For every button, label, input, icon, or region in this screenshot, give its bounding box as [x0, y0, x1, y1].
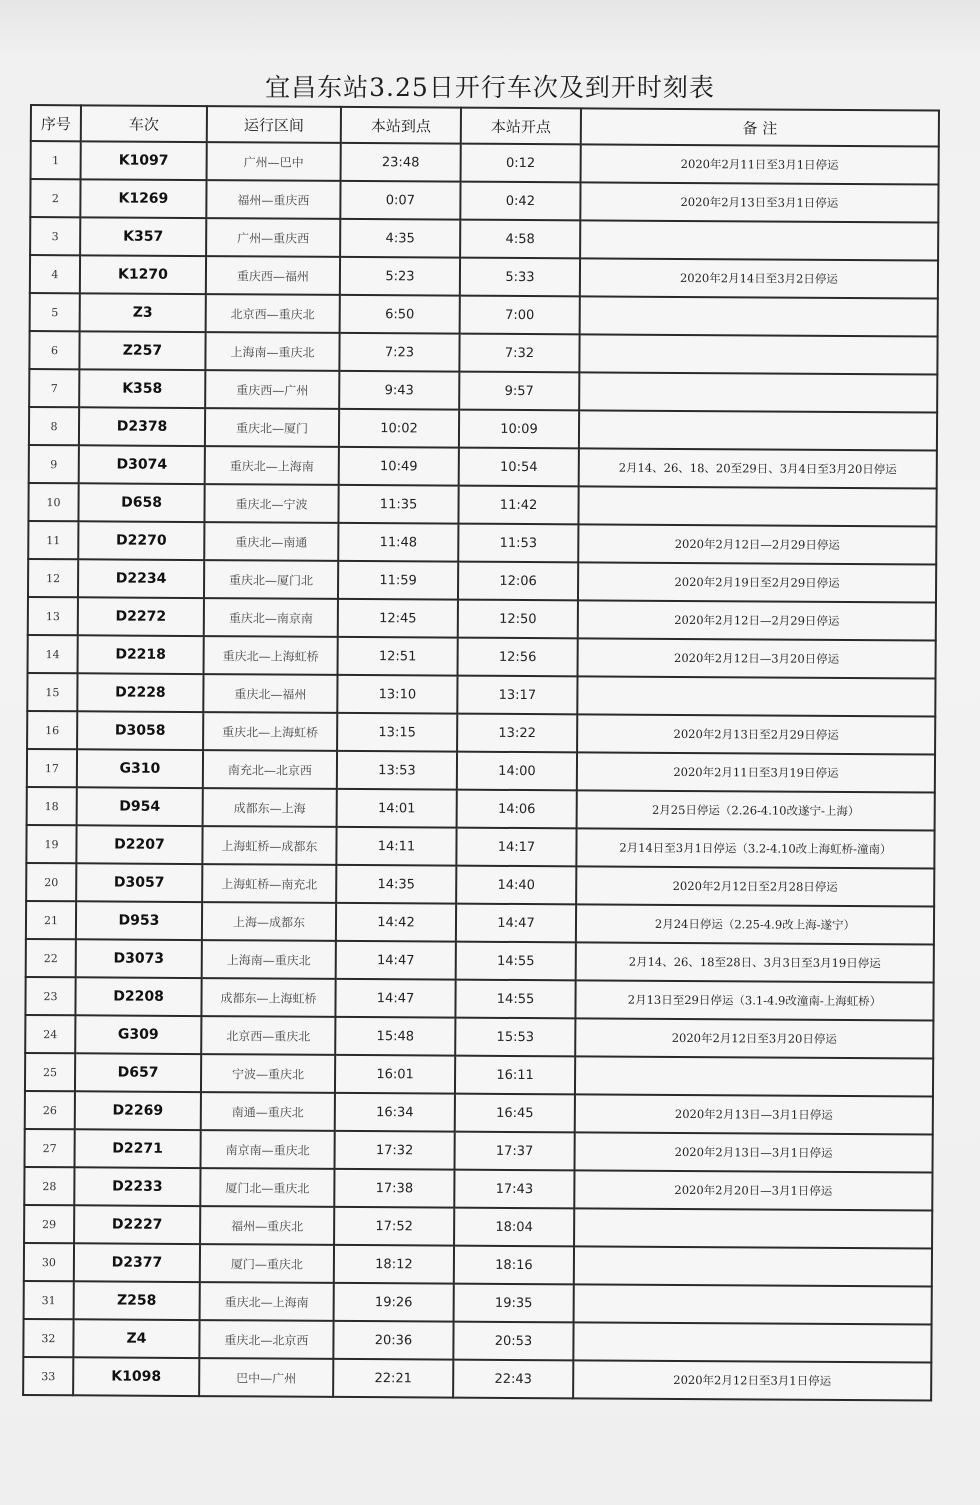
departure-time: 18:04	[454, 1208, 574, 1247]
arrival-time: 13:15	[337, 713, 457, 752]
row-index: 26	[25, 1091, 75, 1129]
table-row	[30, 179, 938, 223]
train-number: Z4	[73, 1319, 199, 1358]
note	[580, 296, 938, 336]
row-index: 27	[25, 1129, 75, 1167]
route: 重庆北—上海虹桥	[203, 712, 337, 751]
departure-time: 0:12	[461, 144, 581, 183]
arrival-time: 14:47	[336, 941, 456, 980]
route: 成都东—上海	[203, 788, 337, 827]
departure-time: 5:33	[460, 258, 580, 297]
departure-time: 11:42	[458, 486, 578, 525]
train-number: D657	[75, 1053, 201, 1092]
train-number: D3073	[76, 939, 202, 978]
note: 2020年2月13日至3月1日停运	[580, 182, 938, 222]
train-number: D954	[77, 787, 203, 826]
route: 重庆北—宁波	[204, 484, 338, 523]
note: 2020年2月11日至3月1日停运	[581, 144, 939, 184]
route: 厦门—重庆北	[200, 1244, 334, 1283]
route: 厦门北—重庆北	[200, 1168, 334, 1207]
train-number: D2208	[75, 977, 201, 1016]
departure-time: 22:43	[453, 1360, 573, 1399]
arrival-time: 6:50	[340, 295, 460, 334]
row-index: 29	[24, 1205, 74, 1243]
row-index: 12	[28, 559, 78, 597]
train-number: K357	[80, 217, 206, 256]
row-index: 28	[24, 1167, 74, 1205]
note: 2月14、26、18、20至29日、3月4日至3月20日停运	[579, 448, 937, 488]
train-number: K1269	[80, 179, 206, 218]
train-number: D2233	[74, 1167, 200, 1206]
note	[574, 1246, 932, 1286]
note	[574, 1284, 932, 1324]
route: 福州—重庆北	[200, 1206, 334, 1245]
table-row	[24, 1167, 932, 1211]
arrival-time: 7:23	[339, 333, 459, 372]
table-row	[23, 1357, 931, 1401]
train-number: K1097	[81, 141, 207, 180]
note: 2020年2月12日—2月29日停运	[578, 524, 936, 564]
route: 巴中—广州	[199, 1358, 333, 1397]
departure-time: 0:42	[460, 182, 580, 221]
departure-time: 17:37	[454, 1132, 574, 1171]
note	[575, 1056, 933, 1096]
arrival-time: 11:48	[338, 523, 458, 562]
train-number: D3057	[76, 863, 202, 902]
table-row	[28, 597, 936, 641]
train-number: D3074	[79, 445, 205, 484]
departure-time: 14:06	[457, 790, 577, 829]
departure-time: 10:54	[459, 448, 579, 487]
departure-time: 14:47	[456, 904, 576, 943]
departure-time: 14:17	[456, 828, 576, 867]
table-row	[26, 825, 934, 869]
table-row	[27, 711, 935, 755]
departure-time: 12:06	[458, 562, 578, 601]
table-row	[24, 1281, 932, 1325]
route: 重庆北—厦门北	[204, 560, 338, 599]
departure-time: 15:53	[455, 1018, 575, 1057]
row-index: 3	[30, 217, 80, 255]
departure-time: 18:16	[454, 1246, 574, 1285]
note	[579, 410, 937, 450]
note	[574, 1208, 932, 1248]
arrival-time: 14:35	[336, 865, 456, 904]
table-row	[29, 407, 937, 451]
row-index: 13	[28, 597, 78, 635]
train-number: D658	[78, 483, 204, 522]
train-number: D2228	[77, 673, 203, 712]
note: 2020年2月13日—3月1日停运	[575, 1094, 933, 1134]
arrival-time: 14:42	[336, 903, 456, 942]
train-number: D2272	[78, 597, 204, 636]
header-index: 序号	[31, 105, 81, 141]
route: 南通—重庆北	[201, 1092, 335, 1131]
page-title: 宜昌东站3.25日开行车次及到开时刻表	[265, 73, 715, 102]
row-index: 17	[27, 749, 77, 787]
route: 广州—巴中	[207, 142, 341, 181]
table-row	[23, 1319, 931, 1363]
route: 南充北—北京西	[203, 750, 337, 789]
row-index: 10	[28, 483, 78, 521]
train-number: D2271	[75, 1129, 201, 1168]
arrival-time: 19:26	[334, 1283, 454, 1322]
row-index: 19	[26, 825, 76, 863]
arrival-time: 10:49	[339, 447, 459, 486]
note: 2020年2月12日—2月29日停运	[578, 600, 936, 640]
arrival-time: 20:36	[333, 1321, 453, 1360]
departure-time: 12:50	[458, 600, 578, 639]
route: 上海—成都东	[202, 902, 336, 941]
note: 2月25日停运（2.26-4.10改遂宁-上海）	[577, 790, 935, 830]
note: 2020年2月12日至3月20日停运	[575, 1018, 933, 1058]
header-depart: 本站开点	[461, 108, 581, 145]
table-row	[28, 483, 936, 527]
table-row	[29, 369, 937, 413]
note: 2月13日至29日停运（3.1-4.9改潼南-上海虹桥）	[575, 980, 933, 1020]
departure-time: 16:45	[455, 1094, 575, 1133]
route: 重庆北—南通	[204, 522, 338, 561]
table-row	[27, 673, 935, 717]
route: 重庆西—广州	[205, 370, 339, 409]
arrival-time: 13:10	[337, 675, 457, 714]
departure-time: 9:57	[459, 372, 579, 411]
train-number: D2269	[75, 1091, 201, 1130]
departure-time: 11:53	[458, 524, 578, 563]
arrival-time: 16:34	[335, 1093, 455, 1132]
route: 重庆北—上海南	[200, 1282, 334, 1321]
arrival-time: 12:45	[338, 599, 458, 638]
table-row	[28, 521, 936, 565]
table-row	[25, 977, 933, 1021]
train-number: G309	[75, 1015, 201, 1054]
table-row	[30, 255, 938, 299]
route: 上海南—重庆北	[205, 332, 339, 371]
arrival-time: 10:02	[339, 409, 459, 448]
row-index: 9	[29, 445, 79, 483]
note	[577, 676, 935, 716]
note	[578, 486, 936, 526]
train-number: Z258	[74, 1281, 200, 1320]
route: 南京南—重庆北	[201, 1130, 335, 1169]
departure-time: 10:09	[459, 410, 579, 449]
row-index: 25	[25, 1053, 75, 1091]
note: 2月14日至3月1日停运（3.2-4.10改上海虹桥-潼南）	[576, 828, 934, 868]
table-row	[25, 1091, 933, 1135]
arrival-time: 17:52	[334, 1207, 454, 1246]
route: 重庆北—上海南	[205, 446, 339, 485]
arrival-time: 18:12	[334, 1245, 454, 1284]
row-index: 20	[26, 863, 76, 901]
header-note: 备 注	[581, 108, 939, 146]
note: 2月24日停运（2.25-4.9改上海-遂宁）	[576, 904, 934, 944]
train-number: G310	[77, 749, 203, 788]
route: 重庆北—上海虹桥	[204, 636, 338, 675]
note: 2月14、26、18至28日、3月3日至3月19日停运	[576, 942, 934, 982]
train-number: Z257	[79, 331, 205, 370]
departure-time: 16:11	[455, 1056, 575, 1095]
train-number: D953	[76, 901, 202, 940]
row-index: 31	[24, 1281, 74, 1319]
route: 广州—重庆西	[206, 218, 340, 257]
route: 重庆西—福州	[206, 256, 340, 295]
row-index: 1	[31, 141, 81, 179]
train-number: D2218	[78, 635, 204, 674]
departure-time: 14:55	[456, 942, 576, 981]
train-number: D2227	[74, 1205, 200, 1244]
departure-time: 17:43	[454, 1170, 574, 1209]
table-row	[24, 1243, 932, 1287]
train-number: K358	[79, 369, 205, 408]
note: 2020年2月12日至3月1日停运	[573, 1360, 931, 1400]
table-row	[28, 635, 936, 679]
table-row	[31, 141, 939, 185]
arrival-time: 23:48	[341, 143, 461, 182]
row-index: 32	[23, 1319, 73, 1357]
table-row	[30, 217, 938, 261]
departure-time: 7:32	[459, 334, 579, 373]
arrival-time: 0:07	[340, 181, 460, 220]
route: 成都东—上海虹桥	[201, 978, 335, 1017]
row-index: 24	[25, 1015, 75, 1053]
departure-time: 13:22	[457, 714, 577, 753]
row-index: 33	[23, 1357, 73, 1395]
table-row	[29, 445, 937, 489]
arrival-time: 17:38	[334, 1169, 454, 1208]
row-index: 30	[24, 1243, 74, 1281]
row-index: 22	[26, 939, 76, 977]
arrival-time: 14:01	[337, 789, 457, 828]
arrival-time: 12:51	[338, 637, 458, 676]
route: 北京西—重庆北	[201, 1016, 335, 1055]
route: 重庆北—厦门	[205, 408, 339, 447]
arrival-time: 17:32	[335, 1131, 455, 1170]
route: 重庆北—南京南	[204, 598, 338, 637]
arrival-time: 11:35	[338, 485, 458, 524]
note	[579, 372, 937, 412]
route: 重庆北—福州	[203, 674, 337, 713]
row-index: 5	[30, 293, 80, 331]
table-row	[27, 749, 935, 793]
train-number: D2234	[78, 559, 204, 598]
table-row	[29, 331, 937, 375]
note	[579, 334, 937, 374]
note: 2020年2月14日至3月2日停运	[580, 258, 938, 298]
row-index: 8	[29, 407, 79, 445]
note: 2020年2月19日至2月29日停运	[578, 562, 936, 602]
header-route: 运行区间	[207, 106, 341, 143]
row-index: 4	[30, 255, 80, 293]
route: 北京西—重庆北	[206, 294, 340, 333]
arrival-time: 11:59	[338, 561, 458, 600]
table-row	[25, 1129, 933, 1173]
arrival-time: 14:47	[335, 979, 455, 1018]
row-index: 14	[28, 635, 78, 673]
arrival-time: 13:53	[337, 751, 457, 790]
table-row	[26, 901, 934, 945]
row-index: 21	[26, 901, 76, 939]
timetable	[22, 104, 940, 1402]
note: 2020年2月20日—3月1日停运	[574, 1170, 932, 1210]
row-index: 2	[30, 179, 80, 217]
row-index: 18	[27, 787, 77, 825]
table-row	[26, 939, 934, 983]
row-index: 11	[28, 521, 78, 559]
table-row	[30, 293, 938, 337]
train-number: K1270	[80, 255, 206, 294]
train-number: D2270	[78, 521, 204, 560]
note	[580, 220, 938, 260]
header-train: 车次	[81, 105, 207, 142]
departure-time: 14:00	[457, 752, 577, 791]
arrival-time: 16:01	[335, 1055, 455, 1094]
departure-time: 14:55	[455, 980, 575, 1019]
departure-time: 14:40	[456, 866, 576, 905]
departure-time: 12:56	[458, 638, 578, 677]
departure-time: 19:35	[454, 1284, 574, 1323]
table-row	[28, 559, 936, 603]
train-number: K1098	[73, 1357, 199, 1396]
route: 重庆北—北京西	[199, 1320, 333, 1359]
table-row	[24, 1205, 932, 1249]
departure-time: 7:00	[460, 296, 580, 335]
table-row	[26, 863, 934, 907]
note: 2020年2月13日至2月29日停运	[577, 714, 935, 754]
arrival-time: 22:21	[333, 1359, 453, 1398]
row-index: 23	[25, 977, 75, 1015]
train-number: D2207	[76, 825, 202, 864]
train-number: D2377	[74, 1243, 200, 1282]
note	[573, 1322, 931, 1362]
note: 2020年2月12日—3月20日停运	[578, 638, 936, 678]
route: 福州—重庆西	[206, 180, 340, 219]
departure-time: 13:17	[457, 676, 577, 715]
header-row	[31, 105, 939, 147]
route: 上海南—重庆北	[202, 940, 336, 979]
table-row	[25, 1015, 933, 1059]
arrival-time: 5:23	[340, 257, 460, 296]
route: 上海虹桥—南充北	[202, 864, 336, 903]
arrival-time: 4:35	[340, 219, 460, 258]
route: 宁波—重庆北	[201, 1054, 335, 1093]
row-index: 16	[27, 711, 77, 749]
row-index: 15	[27, 673, 77, 711]
note: 2020年2月11日至3月19日停运	[577, 752, 935, 792]
timetable-body	[23, 141, 939, 1401]
note: 2020年2月13日—3月1日停运	[574, 1132, 932, 1172]
table-row	[25, 1053, 933, 1097]
train-number: Z3	[80, 293, 206, 332]
route: 上海虹桥—成都东	[202, 826, 336, 865]
train-number: D2378	[79, 407, 205, 446]
departure-time: 20:53	[453, 1322, 573, 1361]
table-row	[27, 787, 935, 831]
header-arrive: 本站到点	[341, 107, 461, 144]
row-index: 6	[29, 331, 79, 369]
departure-time: 4:58	[460, 220, 580, 259]
note: 2020年2月12日至2月28日停运	[576, 866, 934, 906]
arrival-time: 15:48	[335, 1017, 455, 1056]
row-index: 7	[29, 369, 79, 407]
train-number: D3058	[77, 711, 203, 750]
arrival-time: 14:11	[336, 827, 456, 866]
arrival-time: 9:43	[339, 371, 459, 410]
